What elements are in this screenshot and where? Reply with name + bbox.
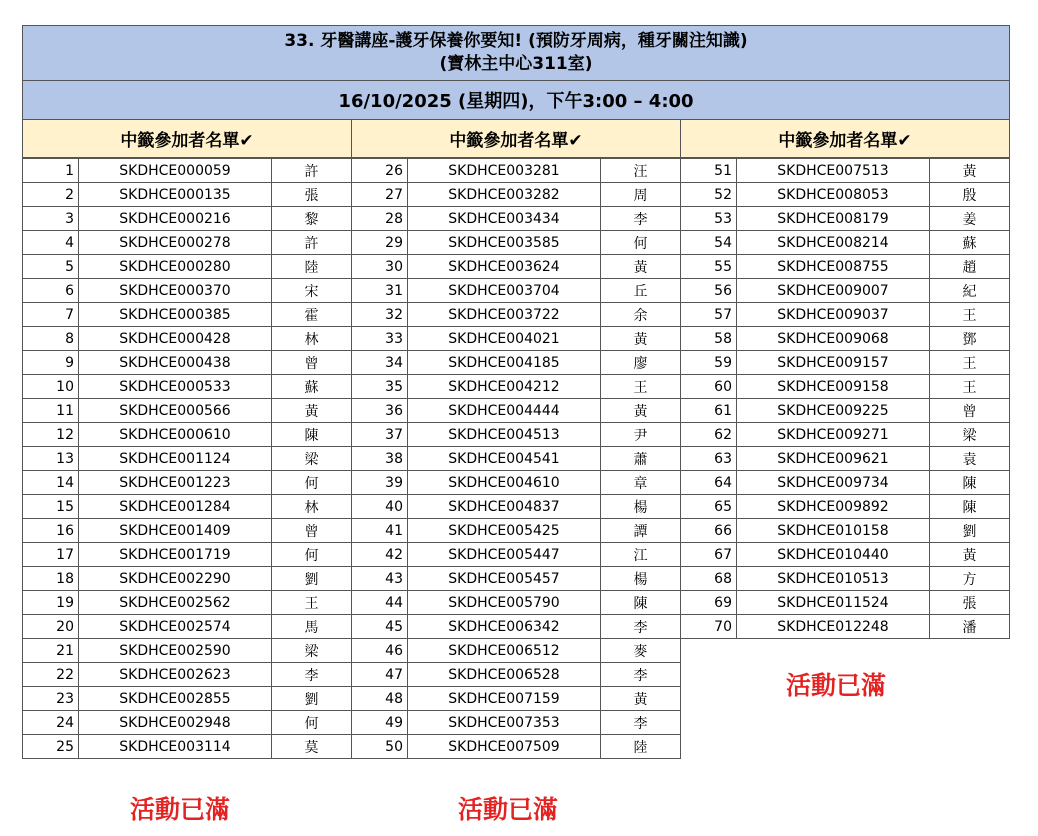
participant-code: SKDHCE000385 <box>79 303 272 327</box>
table-row <box>23 495 352 519</box>
row-number: 52 <box>681 183 737 207</box>
participant-surname: 蘇 <box>930 231 1010 255</box>
participant-surname: 李 <box>601 663 681 687</box>
row-number: 48 <box>352 687 408 711</box>
row-number: 57 <box>681 303 737 327</box>
participant-surname: 李 <box>601 207 681 231</box>
row-number: 22 <box>23 663 79 687</box>
participant-surname: 袁 <box>930 447 1010 471</box>
participant-code: SKDHCE006512 <box>408 639 601 663</box>
participant-surname: 廖 <box>601 351 681 375</box>
participant-surname: 麥 <box>601 639 681 663</box>
event-full-notice: 活動已滿 <box>130 795 231 824</box>
participant-code: SKDHCE003282 <box>408 183 601 207</box>
participant-code: SKDHCE010513 <box>737 567 930 591</box>
participant-code: SKDHCE006528 <box>408 663 601 687</box>
table-row <box>352 711 681 735</box>
table-row <box>23 711 352 735</box>
table-row <box>681 495 1010 519</box>
row-number: 43 <box>352 567 408 591</box>
row-number: 41 <box>352 519 408 543</box>
table-row <box>23 375 352 399</box>
table-row <box>23 279 352 303</box>
table-row <box>681 375 1010 399</box>
participant-code: SKDHCE003281 <box>408 159 601 183</box>
participant-code: SKDHCE010158 <box>737 519 930 543</box>
row-number: 60 <box>681 375 737 399</box>
row-number: 10 <box>23 375 79 399</box>
participant-code: SKDHCE001409 <box>79 519 272 543</box>
table-row <box>352 351 681 375</box>
participant-surname: 陳 <box>601 591 681 615</box>
row-number: 3 <box>23 207 79 231</box>
participant-surname: 黃 <box>930 159 1010 183</box>
table-row <box>23 231 352 255</box>
participant-surname: 劉 <box>272 567 352 591</box>
table-row <box>352 471 681 495</box>
row-number: 49 <box>352 711 408 735</box>
table-row <box>352 447 681 471</box>
participant-code: SKDHCE009271 <box>737 423 930 447</box>
table-row <box>681 615 1010 639</box>
table-row <box>23 423 352 447</box>
participant-surname: 曾 <box>272 519 352 543</box>
table-row <box>352 495 681 519</box>
participant-code: SKDHCE003114 <box>79 735 272 759</box>
table-row <box>23 351 352 375</box>
event-title-line1: 33. 牙醫講座-護牙保養你要知! (預防牙周病，種牙關注知識) <box>284 31 748 51</box>
table-row <box>23 591 352 615</box>
participant-code: SKDHCE009157 <box>737 351 930 375</box>
table-row <box>23 327 352 351</box>
participant-code: SKDHCE007513 <box>737 159 930 183</box>
row-number: 27 <box>352 183 408 207</box>
participant-surname: 陳 <box>930 471 1010 495</box>
participant-surname: 何 <box>601 231 681 255</box>
table-row <box>352 639 681 663</box>
participant-surname: 許 <box>272 159 352 183</box>
participant-code: SKDHCE000428 <box>79 327 272 351</box>
table-row <box>352 663 681 687</box>
participant-surname: 梁 <box>272 639 352 663</box>
row-number: 51 <box>681 159 737 183</box>
row-number: 30 <box>352 255 408 279</box>
participant-code: SKDHCE001124 <box>79 447 272 471</box>
participant-surname: 曾 <box>930 399 1010 423</box>
participant-code: SKDHCE003624 <box>408 255 601 279</box>
table-row <box>23 183 352 207</box>
participant-code: SKDHCE010440 <box>737 543 930 567</box>
row-number: 35 <box>352 375 408 399</box>
participant-surname: 譚 <box>601 519 681 543</box>
participant-code: SKDHCE002290 <box>79 567 272 591</box>
participant-surname: 宋 <box>272 279 352 303</box>
participant-code: SKDHCE001284 <box>79 495 272 519</box>
participant-surname: 王 <box>930 303 1010 327</box>
row-number: 37 <box>352 423 408 447</box>
table-row <box>352 615 681 639</box>
participant-code: SKDHCE003722 <box>408 303 601 327</box>
participant-surname: 何 <box>272 471 352 495</box>
participant-code: SKDHCE001719 <box>79 543 272 567</box>
row-number: 70 <box>681 615 737 639</box>
participant-surname: 黃 <box>601 255 681 279</box>
participant-surname: 姜 <box>930 207 1010 231</box>
participant-code: SKDHCE005457 <box>408 567 601 591</box>
row-number: 65 <box>681 495 737 519</box>
participant-surname: 張 <box>930 591 1010 615</box>
table-row <box>23 471 352 495</box>
participant-code: SKDHCE004021 <box>408 327 601 351</box>
row-number: 4 <box>23 231 79 255</box>
row-number: 67 <box>681 543 737 567</box>
participant-code: SKDHCE005425 <box>408 519 601 543</box>
participant-surname: 黃 <box>272 399 352 423</box>
table-row <box>352 399 681 423</box>
row-number: 17 <box>23 543 79 567</box>
participant-surname: 趙 <box>930 255 1010 279</box>
participant-code: SKDHCE002562 <box>79 591 272 615</box>
table-row <box>23 615 352 639</box>
participant-code: SKDHCE008755 <box>737 255 930 279</box>
participant-surname: 王 <box>601 375 681 399</box>
table-row <box>23 159 352 183</box>
participant-code: SKDHCE009037 <box>737 303 930 327</box>
participant-code: SKDHCE004541 <box>408 447 601 471</box>
column-heading: 中籤參加者名單✔ <box>22 120 352 158</box>
participant-code: SKDHCE009225 <box>737 399 930 423</box>
table-row <box>352 375 681 399</box>
row-number: 25 <box>23 735 79 759</box>
participant-surname: 曾 <box>272 351 352 375</box>
row-number: 59 <box>681 351 737 375</box>
row-number: 9 <box>23 351 79 375</box>
table-row <box>681 231 1010 255</box>
row-number: 38 <box>352 447 408 471</box>
row-number: 20 <box>23 615 79 639</box>
participant-surname: 劉 <box>272 687 352 711</box>
table-row <box>681 567 1010 591</box>
table-row <box>681 255 1010 279</box>
participant-surname: 丘 <box>601 279 681 303</box>
table-row <box>681 471 1010 495</box>
row-number: 40 <box>352 495 408 519</box>
participant-table <box>22 158 352 759</box>
row-number: 55 <box>681 255 737 279</box>
table-row <box>352 159 681 183</box>
row-number: 24 <box>23 711 79 735</box>
row-number: 63 <box>681 447 737 471</box>
participant-surname: 林 <box>272 495 352 519</box>
participant-surname: 江 <box>601 543 681 567</box>
table-row <box>23 639 352 663</box>
row-number: 58 <box>681 327 737 351</box>
table-row <box>352 279 681 303</box>
row-number: 28 <box>352 207 408 231</box>
table-row <box>681 543 1010 567</box>
participant-block-2 <box>351 120 681 759</box>
participant-code: SKDHCE002855 <box>79 687 272 711</box>
participant-surname: 陳 <box>272 423 352 447</box>
participant-surname: 汪 <box>601 159 681 183</box>
row-number: 14 <box>23 471 79 495</box>
table-row <box>23 735 352 759</box>
participant-code: SKDHCE000278 <box>79 231 272 255</box>
row-number: 62 <box>681 423 737 447</box>
table-row <box>681 399 1010 423</box>
row-number: 32 <box>352 303 408 327</box>
participant-code: SKDHCE008214 <box>737 231 930 255</box>
table-row <box>681 351 1010 375</box>
participant-surname: 莫 <box>272 735 352 759</box>
participant-code: SKDHCE000280 <box>79 255 272 279</box>
row-number: 54 <box>681 231 737 255</box>
participant-block-1 <box>22 120 352 759</box>
participant-code: SKDHCE000370 <box>79 279 272 303</box>
table-row <box>23 447 352 471</box>
table-row <box>352 591 681 615</box>
row-number: 66 <box>681 519 737 543</box>
participant-surname: 余 <box>601 303 681 327</box>
participant-surname: 章 <box>601 471 681 495</box>
participant-surname: 張 <box>272 183 352 207</box>
participant-surname: 潘 <box>930 615 1010 639</box>
participant-surname: 何 <box>272 711 352 735</box>
participant-surname: 蘇 <box>272 375 352 399</box>
table-row <box>352 735 681 759</box>
participant-surname: 殷 <box>930 183 1010 207</box>
row-number: 15 <box>23 495 79 519</box>
row-number: 33 <box>352 327 408 351</box>
participant-code: SKDHCE009892 <box>737 495 930 519</box>
participant-surname: 尹 <box>601 423 681 447</box>
participant-surname: 王 <box>930 351 1010 375</box>
table-row <box>352 327 681 351</box>
table-row <box>352 519 681 543</box>
participant-code: SKDHCE002948 <box>79 711 272 735</box>
table-row <box>352 183 681 207</box>
table-row <box>352 207 681 231</box>
row-number: 39 <box>352 471 408 495</box>
participant-surname: 陳 <box>930 495 1010 519</box>
participant-surname: 黃 <box>601 687 681 711</box>
participant-surname: 陸 <box>601 735 681 759</box>
participant-surname: 劉 <box>930 519 1010 543</box>
participant-code: SKDHCE003585 <box>408 231 601 255</box>
column-heading: 中籤參加者名單✔ <box>680 120 1010 158</box>
participant-code: SKDHCE000610 <box>79 423 272 447</box>
participant-table <box>351 158 681 759</box>
participant-code: SKDHCE011524 <box>737 591 930 615</box>
participant-code: SKDHCE002623 <box>79 663 272 687</box>
participant-surname: 李 <box>272 663 352 687</box>
participant-code: SKDHCE009621 <box>737 447 930 471</box>
row-number: 44 <box>352 591 408 615</box>
participant-surname: 黃 <box>601 327 681 351</box>
row-number: 68 <box>681 567 737 591</box>
participant-surname: 李 <box>601 711 681 735</box>
table-row <box>681 327 1010 351</box>
row-number: 56 <box>681 279 737 303</box>
participant-code: SKDHCE007509 <box>408 735 601 759</box>
row-number: 34 <box>352 351 408 375</box>
row-number: 26 <box>352 159 408 183</box>
row-number: 19 <box>23 591 79 615</box>
event-title <box>22 25 1010 81</box>
participant-surname: 梁 <box>272 447 352 471</box>
table-row <box>23 663 352 687</box>
table-row <box>681 519 1010 543</box>
participant-code: SKDHCE004610 <box>408 471 601 495</box>
participant-surname: 馬 <box>272 615 352 639</box>
participant-code: SKDHCE004212 <box>408 375 601 399</box>
row-number: 13 <box>23 447 79 471</box>
row-number: 12 <box>23 423 79 447</box>
table-row <box>681 423 1010 447</box>
participant-surname: 蕭 <box>601 447 681 471</box>
participant-code: SKDHCE005790 <box>408 591 601 615</box>
participant-code: SKDHCE003704 <box>408 279 601 303</box>
row-number: 46 <box>352 639 408 663</box>
participant-code: SKDHCE000135 <box>79 183 272 207</box>
participant-table <box>680 158 1010 639</box>
table-row <box>23 255 352 279</box>
participant-surname: 王 <box>272 591 352 615</box>
participant-code: SKDHCE001223 <box>79 471 272 495</box>
participant-code: SKDHCE000533 <box>79 375 272 399</box>
participant-surname: 鄧 <box>930 327 1010 351</box>
row-number: 29 <box>352 231 408 255</box>
row-number: 6 <box>23 279 79 303</box>
table-row <box>352 231 681 255</box>
participant-code: SKDHCE002574 <box>79 615 272 639</box>
table-row <box>23 519 352 543</box>
row-number: 11 <box>23 399 79 423</box>
participant-surname: 黃 <box>930 543 1010 567</box>
table-row <box>681 207 1010 231</box>
participant-block-3 <box>680 120 1010 639</box>
row-number: 1 <box>23 159 79 183</box>
participant-surname: 何 <box>272 543 352 567</box>
participant-surname: 梁 <box>930 423 1010 447</box>
table-row <box>352 255 681 279</box>
table-row <box>352 543 681 567</box>
row-number: 47 <box>352 663 408 687</box>
participant-code: SKDHCE004513 <box>408 423 601 447</box>
participant-surname: 霍 <box>272 303 352 327</box>
participant-code: SKDHCE009068 <box>737 327 930 351</box>
column-heading: 中籤參加者名單✔ <box>351 120 681 158</box>
participant-code: SKDHCE009734 <box>737 471 930 495</box>
participant-code: SKDHCE007353 <box>408 711 601 735</box>
row-number: 16 <box>23 519 79 543</box>
participant-code: SKDHCE003434 <box>408 207 601 231</box>
participant-surname: 李 <box>601 615 681 639</box>
table-row <box>23 207 352 231</box>
participant-code: SKDHCE009158 <box>737 375 930 399</box>
row-number: 50 <box>352 735 408 759</box>
event-full-notice: 活動已滿 <box>458 795 559 824</box>
event-venue: (寶林主中心311室) <box>439 54 593 74</box>
event-full-notice: 活動已滿 <box>786 671 887 700</box>
table-row <box>352 687 681 711</box>
row-number: 2 <box>23 183 79 207</box>
table-row <box>681 591 1010 615</box>
participant-code: SKDHCE004444 <box>408 399 601 423</box>
row-number: 18 <box>23 567 79 591</box>
participant-surname: 周 <box>601 183 681 207</box>
row-number: 31 <box>352 279 408 303</box>
table-row <box>352 567 681 591</box>
participant-code: SKDHCE008053 <box>737 183 930 207</box>
participant-code: SKDHCE004837 <box>408 495 601 519</box>
participant-code: SKDHCE000216 <box>79 207 272 231</box>
participant-code: SKDHCE006342 <box>408 615 601 639</box>
participant-code: SKDHCE009007 <box>737 279 930 303</box>
participant-surname: 陸 <box>272 255 352 279</box>
participant-surname: 楊 <box>601 495 681 519</box>
participant-surname: 許 <box>272 231 352 255</box>
participant-code: SKDHCE002590 <box>79 639 272 663</box>
participant-surname: 方 <box>930 567 1010 591</box>
table-row <box>681 159 1010 183</box>
row-number: 5 <box>23 255 79 279</box>
table-row <box>681 447 1010 471</box>
participant-surname: 王 <box>930 375 1010 399</box>
participant-code: SKDHCE005447 <box>408 543 601 567</box>
row-number: 23 <box>23 687 79 711</box>
table-row <box>23 399 352 423</box>
row-number: 21 <box>23 639 79 663</box>
row-number: 36 <box>352 399 408 423</box>
participant-surname: 林 <box>272 327 352 351</box>
participant-code: SKDHCE000566 <box>79 399 272 423</box>
row-number: 64 <box>681 471 737 495</box>
row-number: 61 <box>681 399 737 423</box>
participant-code: SKDHCE000059 <box>79 159 272 183</box>
row-number: 8 <box>23 327 79 351</box>
row-number: 42 <box>352 543 408 567</box>
row-number: 53 <box>681 207 737 231</box>
event-date: 16/10/2025 (星期四)，下午3:00 – 4:00 <box>22 81 1010 120</box>
participant-code: SKDHCE004185 <box>408 351 601 375</box>
participant-surname: 黃 <box>601 399 681 423</box>
row-number: 69 <box>681 591 737 615</box>
participant-code: SKDHCE012248 <box>737 615 930 639</box>
participant-code: SKDHCE007159 <box>408 687 601 711</box>
table-row <box>681 303 1010 327</box>
table-row <box>681 279 1010 303</box>
row-number: 7 <box>23 303 79 327</box>
participant-surname: 楊 <box>601 567 681 591</box>
table-row <box>352 423 681 447</box>
table-row <box>23 567 352 591</box>
table-row <box>23 303 352 327</box>
participant-code: SKDHCE008179 <box>737 207 930 231</box>
table-row <box>23 687 352 711</box>
participant-surname: 黎 <box>272 207 352 231</box>
table-row <box>352 303 681 327</box>
row-number: 45 <box>352 615 408 639</box>
table-row <box>681 183 1010 207</box>
table-row <box>23 543 352 567</box>
participant-code: SKDHCE000438 <box>79 351 272 375</box>
participant-surname: 紀 <box>930 279 1010 303</box>
